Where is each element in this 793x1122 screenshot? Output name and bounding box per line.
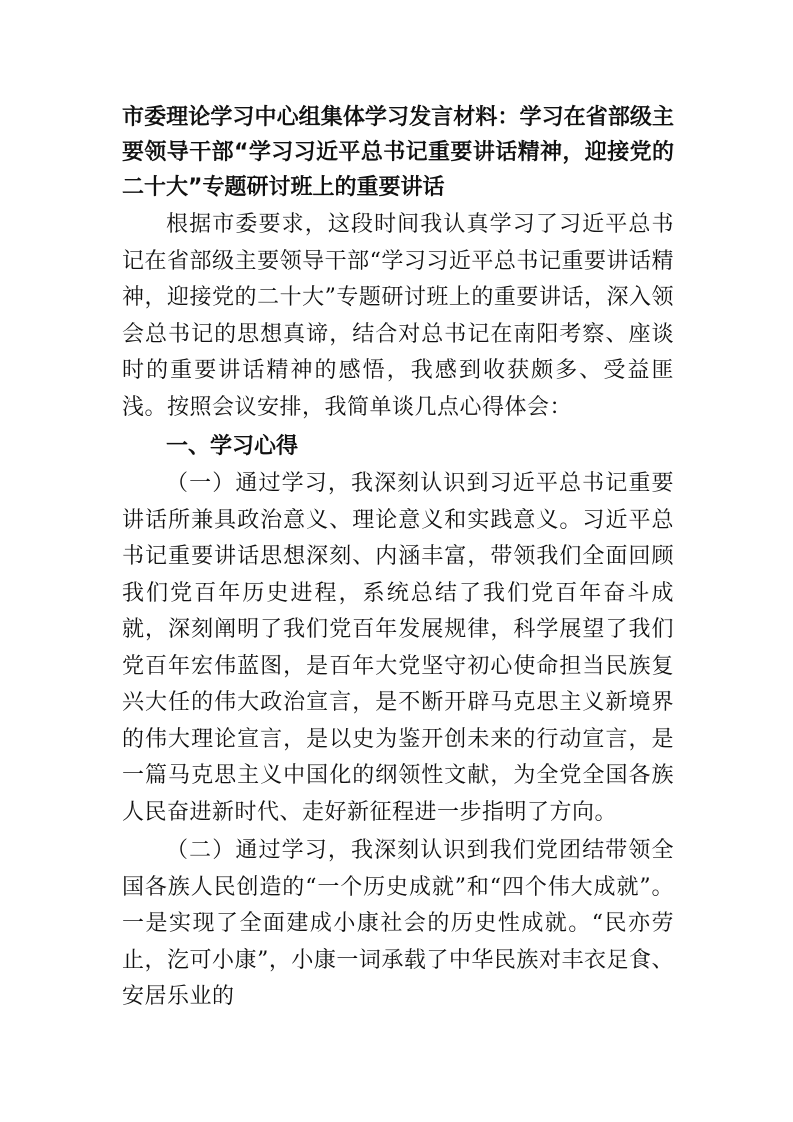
section-heading-learning: 一、学习心得: [166, 434, 299, 459]
document-title: 市委理论学习中心组集体学习发言材料：学习在省部级主要领导干部“学习习近平总书记重要讲话精神，迎接党的二十大”专题研讨班上的重要讲话: [122, 105, 674, 200]
document-body: [122, 100, 674, 1016]
paragraph-two: （二）通过学习，我深刻认识到我们党团结带领全国各族人民创造的“一个历史成就”和“四个伟大成就”。一是实现了全面建成小康社会的历史性成就。“民亦劳止，汔可小康”，小康一词承载了中华民族对丰衣足食、安居乐业的: [122, 838, 674, 1009]
paragraph-one: （一）通过学习，我深刻认识到习近平总书记重要讲话所兼具政治意义、理论意义和实践意义。习近平总书记重要讲话思想深刻、内涵丰富，带领我们全面回顾我们党百年历史进程，系统总结了我们党百年奋斗成就，深刻阐明了我们党百年发展规律，科学展望了我们党百年宏伟蓝图，是百年大党坚守初心使命担当民族复兴大任的伟大政治宣言，是不断开辟马克思主义新境界的伟大理论宣言，是以史为鉴开创未来的行动宣言，是一篇马克思主义中国化的纲领性文献，为全党全国各族人民奋进新时代、走好新征程进一步指明了方向。: [122, 471, 674, 825]
intro-paragraph: 根据市委要求，这段时间我认真学习了习近平总书记在省部级主要领导干部“学习习近平总书记重要讲话精神，迎接党的二十大”专题研讨班上的重要讲话，深入领会总书记的思想真谛，结合对总书记在南阳考察、座谈时的重要讲话精神的感悟，我感到收获颇多、受益匪浅。按照会议安排，我简单谈几点心得体会：: [122, 212, 674, 420]
